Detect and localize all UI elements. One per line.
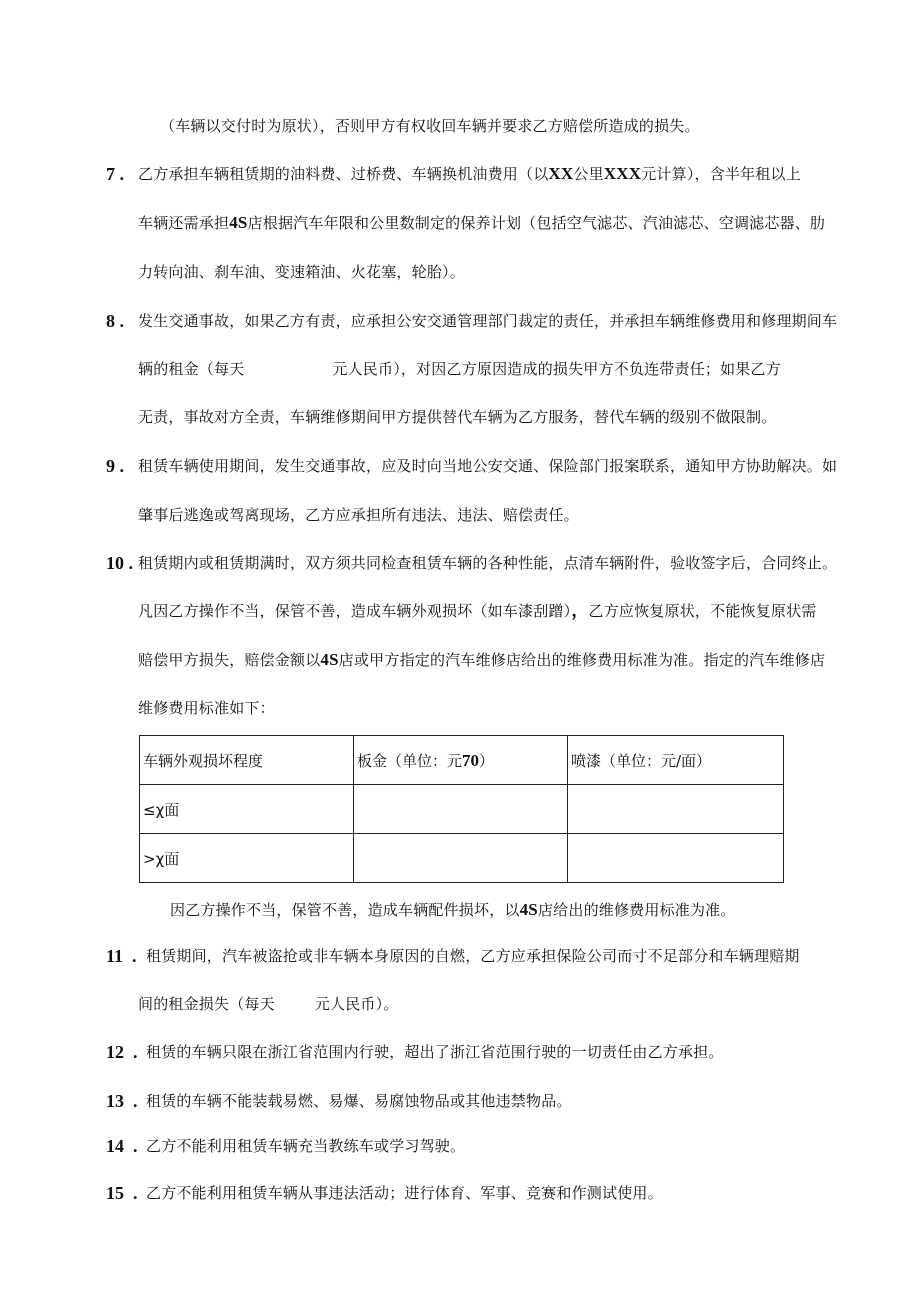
item-10-line-2: 凡因乙方操作不当，保管不善，造成车辆外观损坏（如车漆刮蹭），乙方应恢复原状，不能恢复原状需 [138,601,817,620]
header-paint: 喷漆（单位：元/面） [568,736,784,785]
item-10-line-1: 租赁期内或租赁期满时，双方须共同检查租赁车辆的各种性能，点清车辆附件，验收签字后，合同终止。 [138,554,838,572]
item-9-line-2: 肇事后逃逸或驾离现场，乙方应承担所有违法、违法、赔偿责任。 [138,506,579,524]
table-cell [568,785,784,834]
item-11-line-1: 租赁期间，汽车被盗抢或非车辆本身原因的自燃，乙方应承担保险公司而寸不足部分和车辆理赔期 [146,947,800,965]
after-table-line: 因乙方操作不当，保管不善，造成车辆配件损坏，以4S店给出的维修费用标准为准。 [170,900,736,919]
item-10-line-3: 赔偿甲方损失，赔偿金额以4S店或甲方指定的汽车维修店给出的维修费用标准为准。指定的汽车维修店 [138,650,826,669]
item-8-line-3: 无责，事故对方全责，车辆维修期间甲方提供替代车辆为乙方服务，替代车辆的级别不做限制。 [138,408,777,426]
table-cell [568,834,784,883]
item-8-line-2: 辆的租金（每天 元人民币），对因乙方原因造成的损失甲方不负连带责任；如果乙方 [138,360,781,378]
item-number-10: 10 . [106,553,133,573]
repair-cost-table [139,735,784,883]
item-number-13: 13 . [106,1091,138,1111]
item-11-line-2: 间的租金损失（每天 元人民币）。 [138,995,399,1013]
item-7-line-1: 乙方承担车辆租赁期的油料费、过桥费、车辆换机油费用（以XX公里XXX元计算），含半年租以上 [138,164,801,183]
item-number-7: 7 . [106,164,124,184]
item-9-line-1: 租赁车辆使用期间，发生交通事故，应及时向当地公安交通、保险部门报案联系，通知甲方协助解决。如 [138,457,838,475]
item-number-11: 11 . [106,946,137,966]
item-12-line-1: 租赁的车辆只限在浙江省范围内行驶，超出了浙江省范围行驶的一切责任由乙方承担。 [146,1043,724,1061]
item-number-15: 15 . [106,1183,138,1203]
item-number-9: 9 . [106,456,124,476]
item-number-8: 8 . [106,311,124,331]
item-15-line-1: 乙方不能利用租赁车辆从事违法活动；进行体育、军事、竞赛和作测试使用。 [146,1184,663,1202]
item-13-line-1: 租赁的车辆不能装载易燃、易爆、易腐蚀物品或其他违禁物品。 [146,1092,572,1110]
item-7-line-3: 力转向油、刹车油、变速箱油、火花塞，轮胎）。 [138,263,465,281]
item-7-line-2: 车辆还需承担4S店根据汽车年限和公里数制定的保养计划（包括空气滤芯、汽油滤芯、空调滤芯器、肋 [138,213,826,232]
header-sheet-metal: 板金（单位：元70） [354,736,568,785]
item-14-line-1: 乙方不能利用租赁车辆充当教练车或学习驾驶。 [146,1137,466,1155]
table-row [140,834,784,883]
table-cell [354,785,568,834]
item-number-14: 14 . [106,1136,138,1156]
item-10-line-4: 维修费用标准如下： [138,699,275,717]
item-8-line-1: 发生交通事故，如果乙方有责，应承担公安交通管理部门裁定的责任，并承担车辆维修费用和修理期间车 [138,312,838,330]
table-row [140,785,784,834]
table-cell [354,834,568,883]
row-label-gt: >χ面 [140,834,354,883]
row-label-le: ≤χ面 [140,785,354,834]
item-number-12: 12 . [106,1042,138,1062]
table-header-row [140,736,784,785]
continuation-line: （车辆以交付时为原状），否则甲方有权收回车辆并要求乙方赔偿所造成的损失。 [160,117,700,135]
header-damage-degree: 车辆外观损坏程度 [140,736,354,785]
